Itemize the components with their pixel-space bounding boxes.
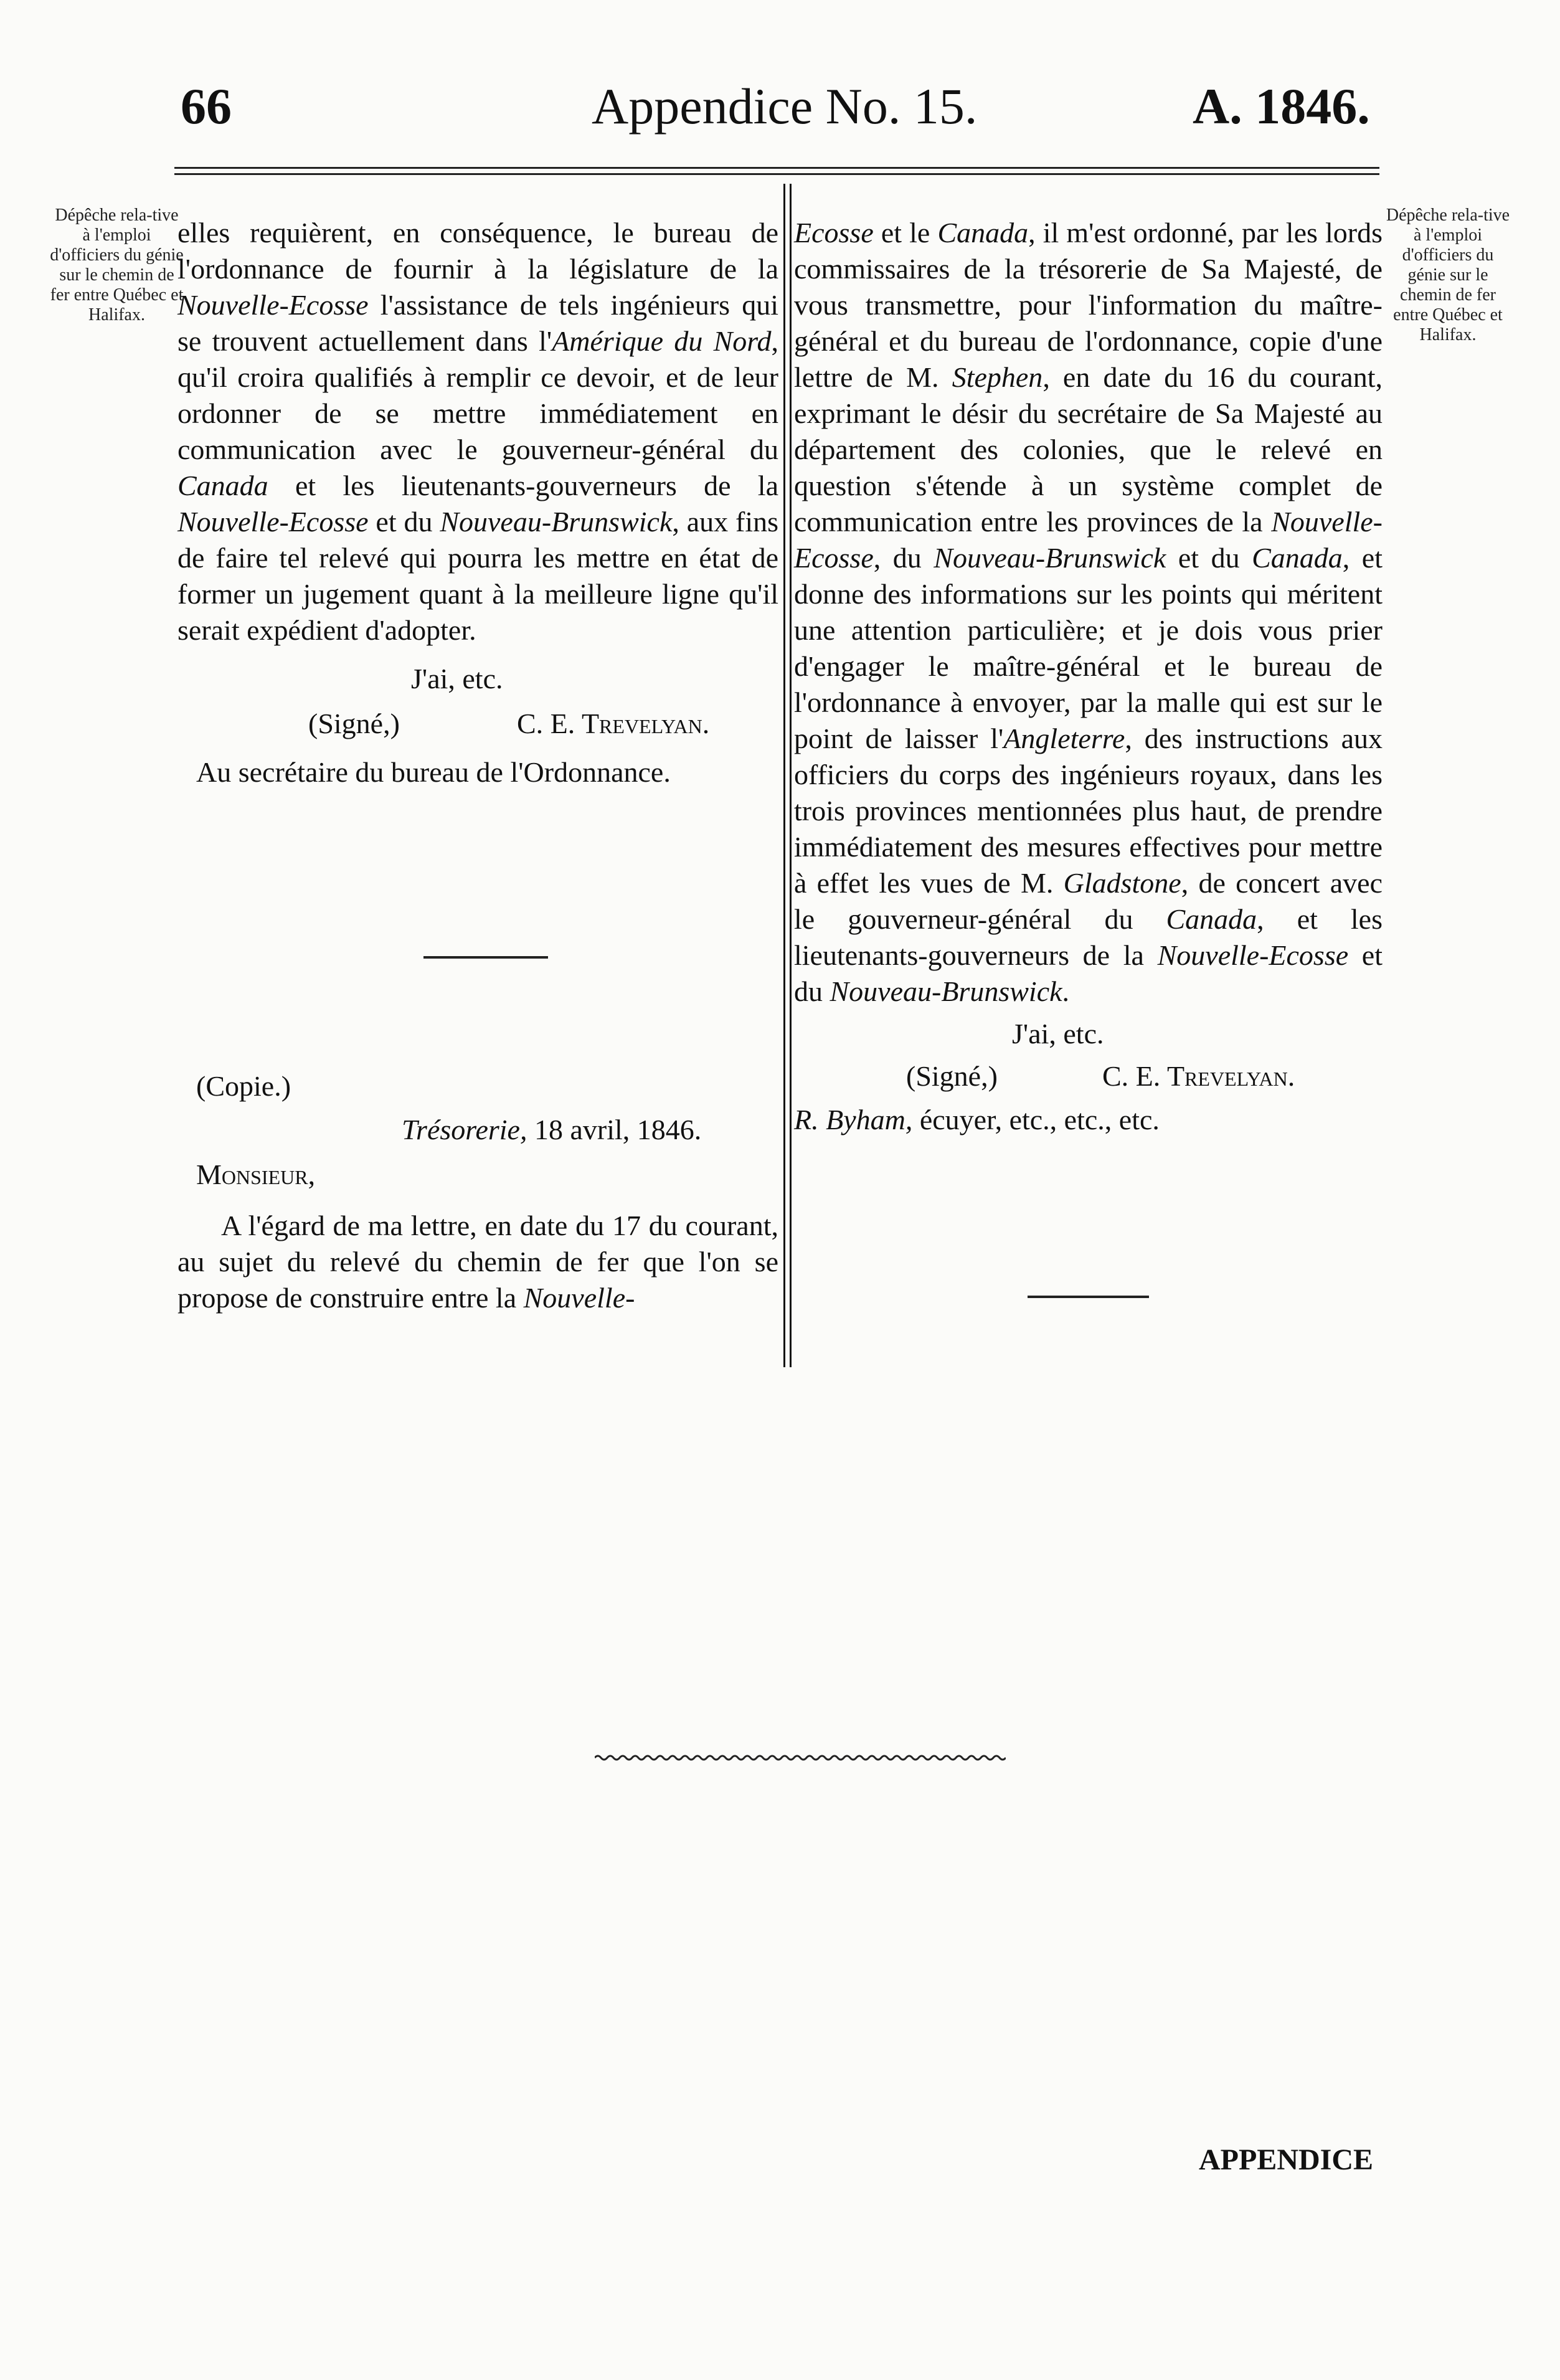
text-run: , en date du 16 du courant, exprimant le désir du secrétaire de Sa Majesté au département des colonies, que le relevé en question s'étende à un système complet de communication entre les provinces de la	[794, 361, 1383, 538]
left-paragraph-1	[177, 215, 778, 648]
text-run: .	[1062, 975, 1070, 1007]
left-column-lower	[177, 1068, 778, 1316]
text-run: , de concert avec le gouverneur-général du	[794, 867, 1383, 935]
italic-run: Nouveau-Brunswick	[830, 975, 1062, 1007]
italic-run: Gladstone	[1063, 867, 1181, 899]
text-run: , et donne des informations sur les points qui méritent une attention particulière; et je dois vous prier d'engager le maître-général et le bureau de l'ordonnance à envoyer, par la malle qui est sur le point de laisser l'	[794, 542, 1383, 754]
margin-note-left: Dépêche rela-tive à l'emploi d'officiers du génie sur le chemin de fer entre Québec et Halifax.	[50, 206, 184, 325]
header-rule-top	[174, 167, 1379, 169]
left-signed-label: (Signé,)	[308, 708, 400, 739]
text-run: , qu'il croira qualifiés à remplir ce devoir, et de leur ordonner de se mettre immédiatement en communication avec le gouverneur-général du	[177, 325, 778, 465]
right-separator	[1028, 1296, 1149, 1298]
text-run: et les lieutenants-gouverneurs de la	[268, 470, 778, 501]
header-rule-bottom	[174, 173, 1379, 175]
italic-run: Nouvelle-Ecosse	[177, 506, 369, 538]
page-year: A. 1846.	[1193, 78, 1370, 135]
text-run: , des instructions aux officiers du corps des ingénieurs royaux, dans les trois provinces mentionnées plus haut, de prendre immédiatement des mesures effectives pour mettre à effet les vues de M.	[794, 723, 1383, 899]
bottom-ornamental-rule	[595, 1753, 1006, 1762]
place-date-date: 18 avril, 1846.	[527, 1114, 702, 1145]
italic-run: Ecosse	[794, 217, 874, 249]
italic-run: Nouvelle-Ecosse	[177, 289, 369, 321]
italic-run: Angleterre	[1003, 723, 1125, 754]
left-paragraph-2	[177, 1208, 778, 1316]
text-run: elles requièrent, en conséquence, le bureau de l'ordonnance de fournir à la législature de la	[177, 217, 778, 285]
italic-run: Canada	[177, 470, 268, 501]
column-divider-right	[790, 184, 792, 1367]
text-run: et du	[368, 506, 440, 538]
italic-run: Amérique du Nord	[552, 325, 772, 357]
right-addressee-name: R. Byham,	[794, 1104, 913, 1135]
text-run: A l'égard de ma lettre, en date du 17 du courant, au sujet du relevé du chemin de fer que l'on se propose de construire entre la	[177, 1210, 778, 1314]
left-separator	[423, 956, 548, 959]
text-run: et du	[794, 939, 1383, 1007]
right-addressee	[794, 1102, 1383, 1138]
right-paragraph	[794, 215, 1383, 1010]
right-signature-line	[794, 1058, 1383, 1094]
text-run: l'assistance de tels ingénieurs qui se trouvent actuellement dans l'	[177, 289, 778, 357]
text-run: et du	[1166, 542, 1252, 574]
left-closing: J'ai, etc.	[411, 663, 503, 695]
left-signature-line	[177, 706, 778, 742]
catchword: APPENDICE	[1199, 2143, 1374, 2176]
italic-run: Canada	[937, 217, 1029, 249]
left-addressee: Au secrétaire du bureau de l'Ordonnance.	[196, 756, 671, 788]
right-signed-label: (Signé,)	[906, 1060, 998, 1092]
margin-note-right: Dépêche rela-tive à l'emploi d'officiers du génie sur le chemin de fer entre Québec et Halifax.	[1386, 206, 1510, 344]
copy-label: (Copie.)	[196, 1070, 291, 1102]
italic-run: Nouvelle-	[523, 1282, 635, 1314]
text-run: , et les lieutenants-gouverneurs de la	[794, 903, 1383, 971]
page-number: 66	[181, 78, 232, 135]
italic-run: Nouveau-Brunswick	[934, 542, 1166, 574]
right-column	[794, 215, 1383, 1138]
italic-run: Nouveau-Brunswick	[440, 506, 673, 538]
left-column	[177, 215, 778, 790]
place-date-place: Trésorerie,	[402, 1114, 527, 1145]
italic-run: Nouvelle-Ecosse	[1157, 939, 1349, 971]
italic-run: Canada	[1252, 542, 1343, 574]
italic-run: Nouvelle-Ecosse	[794, 506, 1383, 574]
right-signer: C. E. Trevelyan.	[1102, 1060, 1295, 1092]
place-date	[177, 1112, 778, 1148]
left-signer: C. E. Trevelyan.	[517, 708, 710, 739]
right-addressee-rest: écuyer, etc., etc., etc.	[912, 1104, 1160, 1135]
text-run: et le	[873, 217, 938, 249]
text-run: , du	[873, 542, 934, 574]
right-closing: J'ai, etc.	[1012, 1018, 1104, 1050]
italic-run: Canada	[1166, 903, 1257, 935]
salutation: Monsieur,	[196, 1159, 316, 1190]
page-title: Appendice No. 15.	[592, 78, 978, 135]
column-divider-left	[783, 184, 785, 1367]
text-run: , aux fins de faire tel relevé qui pourra les mettre en état de former un jugement quant à la meilleure ligne qu'il serait expédient d'adopter.	[177, 506, 778, 646]
text-run: , il m'est ordonné, par les lords commissaires de la trésorerie de Sa Majesté, de vous transmettre, pour l'information du maître-général et du bureau de l'ordonnance, copie d'une lettre de M.	[794, 217, 1383, 393]
italic-run: Stephen	[952, 361, 1043, 393]
